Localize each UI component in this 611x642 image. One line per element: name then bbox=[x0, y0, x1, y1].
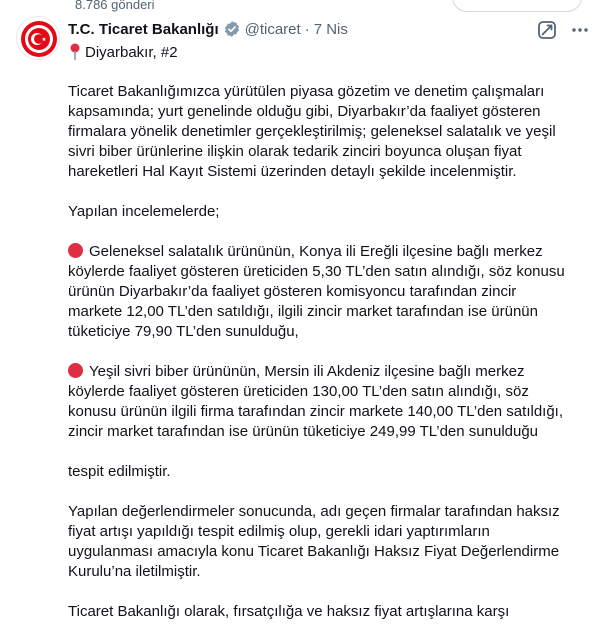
author-name[interactable]: T.C. Ticaret Bakanlığı bbox=[68, 20, 219, 38]
red-circle-icon bbox=[68, 363, 83, 378]
ministry-emblem-icon bbox=[17, 17, 60, 60]
paragraph-7: Ticaret Bakanlığı olarak, fırsatçılığa ve haksız fiyat artışlarına karşı bbox=[68, 603, 510, 620]
location-pin-icon bbox=[68, 43, 82, 61]
post-date[interactable]: 7 Nis bbox=[313, 20, 348, 38]
tweet-header bbox=[68, 18, 348, 40]
grok-icon[interactable] bbox=[537, 20, 557, 40]
paragraph-4-text: Yeşil sivri biber ürününün, Mersin ili Akdeniz ilçesine bağlı merkez köylerde faaliyet gösteren üreticiden 130,00 TL’den satın alındığı, söz konusu ürünün ilgili firma tarafından zincir markete 140,00 TL’den satıldığı, zincir market tarafından ise ürünün tüketiciye 249,99 TL’den sunulduğu bbox=[68, 363, 563, 440]
avatar[interactable] bbox=[16, 16, 60, 60]
follow-button[interactable] bbox=[452, 0, 582, 12]
separator-dot: · bbox=[304, 20, 310, 38]
location-line bbox=[68, 42, 178, 62]
paragraph-2: Yapılan incelemelerde; bbox=[68, 203, 220, 220]
red-circle-icon bbox=[68, 243, 83, 258]
more-icon[interactable] bbox=[570, 20, 590, 40]
tweet-body bbox=[68, 82, 568, 642]
verified-badge-icon[interactable] bbox=[223, 20, 241, 38]
paragraph-3 bbox=[68, 242, 568, 342]
paragraph-1: Ticaret Bakanlığımızca yürütülen piyasa gözetim ve denetim çalışmaları kapsamında; yurt genelinde olduğu gibi, Diyarbakır’da faaliyet gösteren firmalara yönelik denetimler gerçekleştirilmiş; geleneksel salatalık ve yeşil sivri biber ürünlerine ilişkin olarak tedarik zinciri boyunca oluşan fiyat hareketleri Hal Kayıt Sistemi üzerinden detaylı şekilde incelenmiştir. bbox=[68, 83, 556, 180]
paragraph-6: Yapılan değerlendirmeler sonucunda, adı geçen firmalar tarafından haksız fiyat artışı yapıldığı tespit edilmiş olup, gerekli idari yaptırımların uygulanması amacıyla konu Ticaret Bakanlığı Haksız Fiyat Değerlendirme Kurulu’na iletilmiştir. bbox=[68, 503, 560, 580]
top-strip bbox=[0, 0, 611, 16]
paragraph-3-text: Geleneksel salatalık ürününün, Konya ili Ereğli ilçesine bağlı merkez köylerde faaliyet gösteren üreticiden 5,30 TL’den satın alındığı, söz konusu ürünün Diyarbakır’da faaliyet gösteren komisyoncu tarafından zincir markete 12,00 TL’den satıldığı, ilgili zincir market tarafından ise ürünün tüketiciye 79,90 TL’den sunulduğu, bbox=[68, 243, 565, 340]
view-count: 8.786 gönderi bbox=[75, 0, 155, 12]
paragraph-4 bbox=[68, 362, 568, 442]
paragraph-5: tespit edilmiştir. bbox=[68, 463, 171, 480]
location-text: Diyarbakır, #2 bbox=[85, 43, 178, 61]
author-handle[interactable]: @ticaret bbox=[244, 20, 301, 38]
